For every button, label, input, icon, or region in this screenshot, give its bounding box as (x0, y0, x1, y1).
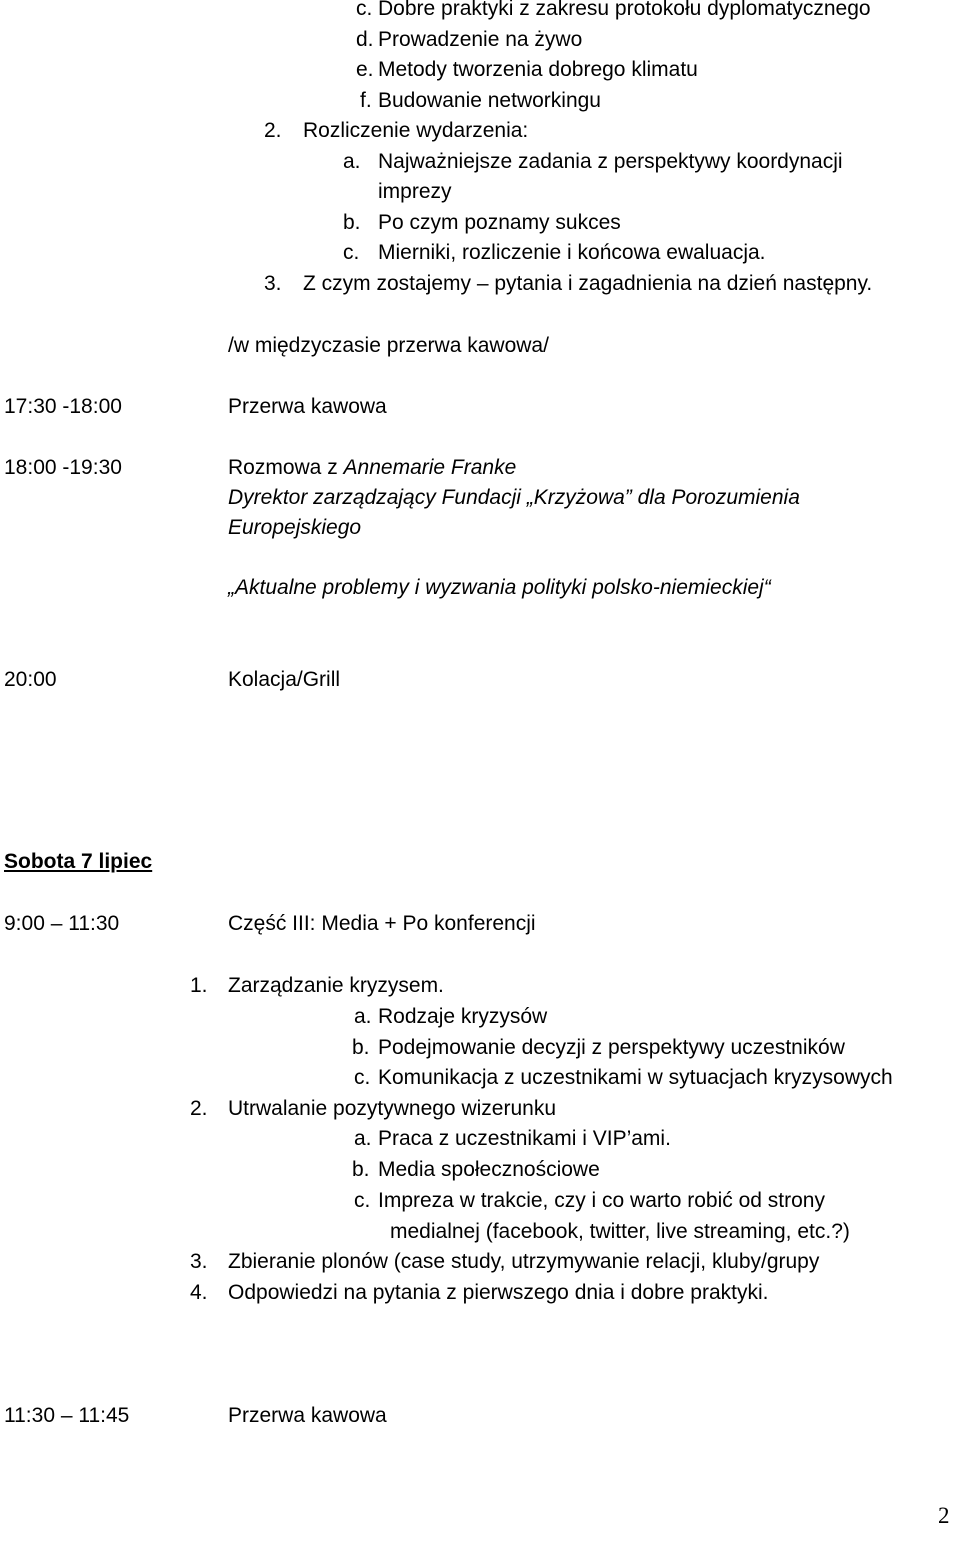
slot-title: Część III: Media + Po konferencji (228, 912, 536, 935)
list-item-text: Budowanie networkingu (378, 89, 601, 112)
list-item-text: Komunikacja z uczestnikami w sytuacjach kryzysowych (378, 1066, 893, 1089)
list-item-text: Mierniki, rozliczenie i końcowa ewaluacja. (378, 241, 766, 264)
list-marker: b. (343, 211, 361, 234)
list-marker: 4. (190, 1281, 208, 1304)
list-marker: 3. (190, 1250, 208, 1273)
speaker-role: Dyrektor zarządzający Fundacji „Krzyżowa” dla Porozumienia (228, 486, 800, 509)
list-marker: a. (354, 1005, 372, 1028)
list-item-text: Odpowiedzi na pytania z pierwszego dnia i dobre praktyki. (228, 1281, 769, 1304)
slot-time: 18:00 -19:30 (4, 456, 122, 479)
slot-time: 11:30 – 11:45 (4, 1404, 130, 1427)
slot-time: 17:30 -18:00 (4, 395, 122, 418)
speaker-role: Europejskiego (228, 516, 362, 539)
interval-note: /w międzyczasie przerwa kawowa/ (228, 334, 549, 357)
list-item-text: Z czym zostajemy – pytania i zagadnienia na dzień następny. (303, 272, 873, 295)
slot-title: Przerwa kawowa (228, 1404, 387, 1427)
list-marker: b. (352, 1036, 370, 1059)
list-marker: a. (354, 1127, 372, 1150)
list-item-text: Po czym poznamy sukces (378, 211, 621, 234)
list-marker: c. (354, 1189, 371, 1212)
list-item-text: Impreza w trakcie, czy i co warto robić od strony (378, 1189, 825, 1212)
list-item-text: Dobre praktyki z zakresu protokołu dyplomatycznego (378, 0, 871, 20)
list-marker: d. (356, 28, 374, 51)
day-heading: Sobota 7 lipiec (4, 850, 153, 873)
list-item-text: Praca z uczestnikami i VIP’ami. (378, 1127, 671, 1150)
list-item-text: Zbieranie plonów (case study, utrzymywanie relacji, kluby/grupy (228, 1250, 820, 1273)
list-marker: 1. (190, 974, 208, 997)
list-marker: 3. (264, 272, 282, 295)
list-item-text: imprezy (378, 180, 452, 203)
list-marker: c. (343, 241, 360, 264)
slot-title (228, 456, 516, 480)
list-item-text: Media społecznościowe (378, 1158, 600, 1181)
page-number: 2 (938, 1503, 950, 1528)
list-marker: 2. (264, 119, 282, 142)
slot-title: Kolacja/Grill (228, 668, 341, 691)
list-item-text: Metody tworzenia dobrego klimatu (378, 58, 698, 81)
list-item-text: Podejmowanie decyzji z perspektywy uczestników (378, 1036, 845, 1059)
slot-time: 20:00 (4, 668, 57, 691)
list-marker: a. (343, 150, 361, 173)
list-item-text: Zarządzanie kryzysem. (228, 974, 444, 997)
talk-topic: „Aktualne problemy i wyzwania polityki polsko-niemieckiej“ (228, 576, 771, 599)
list-item-text: Rozliczenie wydarzenia: (303, 119, 529, 142)
list-item-text: Rodzaje kryzysów (378, 1005, 548, 1028)
slot-title: Przerwa kawowa (228, 395, 387, 418)
list-item-text: medialnej (facebook, twitter, live streaming, etc.?) (390, 1220, 850, 1243)
slot-time: 9:00 – 11:30 (4, 912, 120, 935)
list-marker: e. (356, 58, 374, 81)
list-marker: b. (352, 1158, 370, 1181)
list-item-text: Najważniejsze zadania z perspektywy koordynacji (378, 150, 843, 173)
speaker-name: Annemarie Franke (343, 456, 517, 479)
list-marker: 2. (190, 1097, 208, 1120)
list-item-text: Prowadzenie na żywo (378, 28, 583, 51)
slot-title-prefix: Rozmowa z (228, 456, 344, 479)
list-marker: c. (354, 1066, 371, 1089)
list-marker: f. (360, 89, 372, 112)
list-item-text: Utrwalanie pozytywnego wizerunku (228, 1097, 556, 1120)
list-marker: c. (356, 0, 373, 20)
